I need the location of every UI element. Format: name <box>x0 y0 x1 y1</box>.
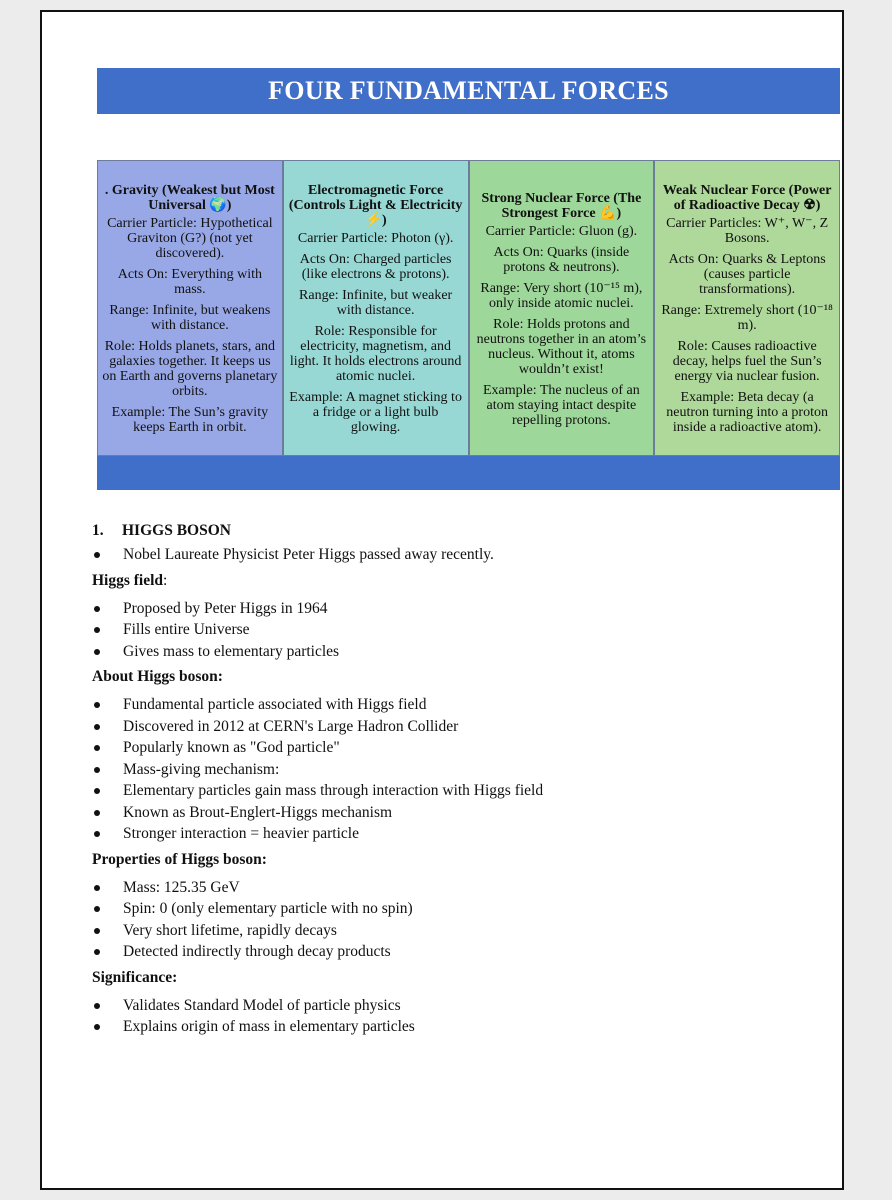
bullet-icon <box>94 702 100 708</box>
force-detail: Carrier Particle: Photon (γ). <box>297 231 454 246</box>
force-detail: Range: Infinite, but weakens with distance. <box>109 303 271 333</box>
subsection-title-suffix: : <box>163 571 168 589</box>
bullet-icon <box>94 928 100 934</box>
force-detail: Example: The Sun’s gravity keeps Earth in orbit. <box>111 405 269 435</box>
section-heading <box>92 522 812 540</box>
section-title: HIGGS BOSON <box>122 522 231 539</box>
force-detail: Acts On: Quarks (inside protons & neutrons). <box>493 244 630 275</box>
force-detail: Example: A magnet sticking to a fridge or a light bulb glowing. <box>289 390 462 435</box>
bullet-list <box>92 694 812 845</box>
subsection-title <box>92 572 812 590</box>
higgs-section <box>92 522 812 1038</box>
list-item <box>92 737 812 759</box>
subsection-title-text: Higgs field <box>92 571 164 589</box>
list-item <box>92 716 812 738</box>
section-number: 1. <box>92 522 104 539</box>
list-item <box>92 694 812 716</box>
force-detail: Range: Very short (10⁻¹⁵ m), only inside atomic nuclei. <box>480 280 643 311</box>
force-column <box>283 160 469 456</box>
list-item <box>92 598 812 620</box>
higgs-subsections <box>92 572 812 1038</box>
force-detail: Role: Causes radioactive decay, helps fuel the Sun’s energy via nuclear fusion. <box>672 339 822 384</box>
bullet-icon <box>94 767 100 773</box>
subsection-title-text: Properties of Higgs boson: <box>92 850 267 868</box>
force-column <box>97 160 283 456</box>
list-item-text: Discovered in 2012 at CERN's Large Hadron Collider <box>123 717 459 735</box>
force-detail: Role: Holds planets, stars, and galaxies together. It keeps us on Earth and governs planetary orbits. <box>102 339 278 399</box>
list-item <box>92 877 812 899</box>
list-item <box>92 759 812 781</box>
bullet-icon <box>94 627 100 633</box>
bullet-icon <box>94 649 100 655</box>
list-item-text: Stronger interaction = heavier particle <box>123 825 359 842</box>
list-item-text: Spin: 0 (only elementary particle with no spin) <box>123 900 413 917</box>
force-heading-text: Strong Nuclear Force (The Strongest Force <box>481 190 642 221</box>
force-heading-end: ) <box>616 205 622 221</box>
list-item <box>92 920 812 942</box>
document-page <box>40 10 844 1190</box>
force-heading-text: Electromagnetic Force (Controls Light & Electricity <box>288 183 463 213</box>
bullet-icon <box>94 1024 100 1030</box>
list-item <box>92 898 812 920</box>
bullet-icon <box>94 949 100 955</box>
forces-table <box>97 160 840 490</box>
force-detail: Acts On: Everything with mass. <box>117 267 262 297</box>
force-heading-text: Weak Nuclear Force (Power of Radioactive Decay <box>662 183 832 213</box>
subsection-title <box>92 668 812 686</box>
bullet-list <box>92 598 812 663</box>
force-heading-end: ) <box>226 198 232 213</box>
page-title: FOUR FUNDAMENTAL FORCES <box>97 68 840 114</box>
force-heading <box>474 191 650 221</box>
list-item <box>92 823 812 845</box>
subsection-title-text: Significance: <box>92 968 178 986</box>
force-detail: Acts On: Quarks & Leptons (causes particle transformations). <box>668 252 826 297</box>
bullet-icon <box>94 831 100 837</box>
list-item-text: Proposed by Peter Higgs in 1964 <box>123 599 328 617</box>
force-detail: Range: Extremely short (10⁻¹⁸ m). <box>661 303 833 333</box>
force-heading-end: ) <box>382 213 387 228</box>
force-detail: Role: Holds protons and neutrons together in an atom’s nucleus. Without it, atoms wouldn’t exist! <box>476 316 647 377</box>
force-detail: Example: The nucleus of an atom staying intact despite repelling protons. <box>482 382 640 428</box>
force-heading <box>102 183 278 213</box>
list-item <box>92 1016 812 1038</box>
bullet-icon <box>94 1003 100 1009</box>
intro-list <box>92 544 812 566</box>
list-item-text: Gives mass to elementary particles <box>123 642 340 660</box>
force-column <box>469 160 655 456</box>
bullet-icon <box>94 745 100 751</box>
list-item <box>92 995 812 1017</box>
list-item-text: Fills entire Universe <box>123 621 250 638</box>
force-detail: Carrier Particles: W⁺, W⁻, Z Bosons. <box>666 216 829 246</box>
force-heading-end: ) <box>815 198 821 213</box>
list-item-text: Popularly known as "God particle" <box>123 739 340 756</box>
force-detail: Carrier Particle: Gluon (g). <box>485 223 638 239</box>
subsection-title <box>92 851 812 869</box>
list-item <box>92 544 812 566</box>
force-heading <box>659 183 835 213</box>
bullet-list <box>92 995 812 1038</box>
list-item-text: Mass-giving mechanism: <box>123 760 280 778</box>
bullet-icon <box>94 606 100 612</box>
earth-icon: 🌍 <box>209 198 227 213</box>
list-item-text: Explains origin of mass in elementary particles <box>123 1018 415 1035</box>
list-item-text: Very short lifetime, rapidly decays <box>123 921 337 939</box>
list-item-text: Detected indirectly through decay products <box>123 943 391 960</box>
radioactive-icon: ☢ <box>803 198 816 213</box>
force-detail: Carrier Particle: Hypothetical Graviton (G?) (not yet discovered). <box>107 216 273 261</box>
list-item <box>92 941 812 963</box>
list-item <box>92 802 812 824</box>
list-item <box>92 780 812 802</box>
force-heading <box>288 183 464 228</box>
bullet-icon <box>94 552 100 558</box>
force-detail: Role: Responsible for electricity, magnetism, and light. It holds electrons around atomic nuclei. <box>289 324 462 384</box>
list-item <box>92 641 812 663</box>
force-detail: Acts On: Charged particles (like electrons & protons). <box>299 252 452 282</box>
bullet-icon <box>94 885 100 891</box>
bullet-icon <box>94 724 100 730</box>
list-item-text: Mass: 125.35 GeV <box>123 878 240 896</box>
list-item-text: Validates Standard Model of particle physics <box>123 996 401 1014</box>
force-detail: Example: Beta decay (a neutron turning into a proton inside a radioactive atom). <box>666 390 828 435</box>
lightning-icon: ⚡ <box>364 213 382 228</box>
forces-columns <box>97 160 840 456</box>
force-detail: Range: Infinite, but weaker with distance. <box>299 288 453 318</box>
bullet-list <box>92 877 812 963</box>
list-item-text: Known as Brout-Englert-Higgs mechanism <box>123 803 393 821</box>
subsection-title-text: About Higgs boson: <box>92 668 223 685</box>
subsection-title <box>92 969 812 987</box>
list-item <box>92 619 812 641</box>
force-column <box>654 160 840 456</box>
list-item-text: Nobel Laureate Physicist Peter Higgs passed away recently. <box>123 546 494 563</box>
list-item-text: Elementary particles gain mass through interaction with Higgs field <box>123 782 544 799</box>
list-item-text: Fundamental particle associated with Higgs field <box>123 696 427 713</box>
bullet-icon <box>94 906 100 912</box>
bullet-icon <box>94 810 100 816</box>
force-heading-text: . Gravity (Weakest but Most Universal <box>104 183 275 213</box>
bullet-icon <box>94 788 100 794</box>
flexed-biceps-icon: 💪 <box>599 205 617 221</box>
